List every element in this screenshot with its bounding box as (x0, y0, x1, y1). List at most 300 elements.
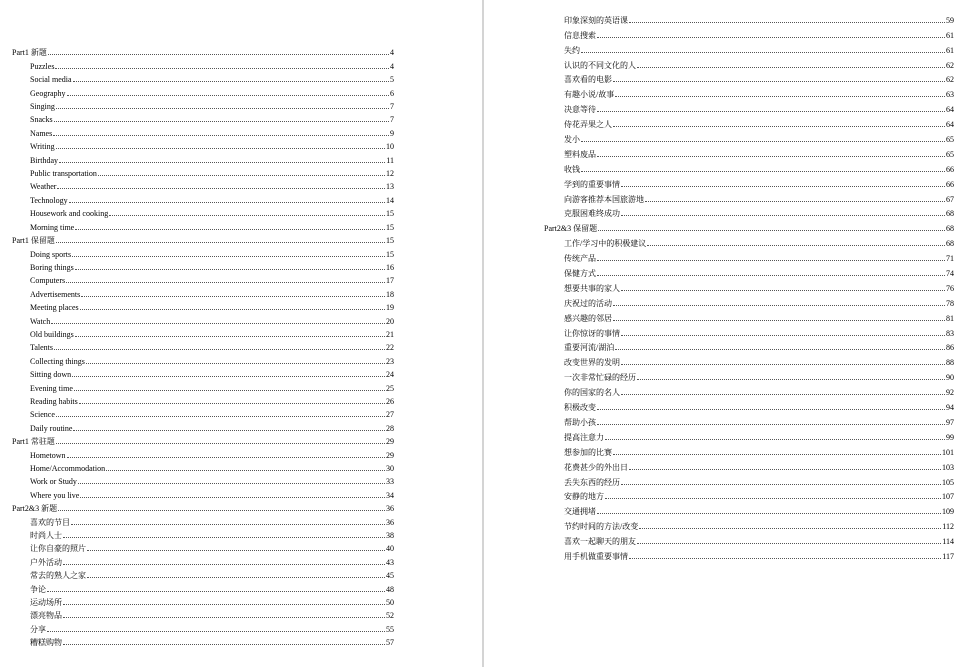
dot-leader (597, 409, 945, 410)
dot-leader (597, 275, 945, 276)
toc-entry-link[interactable] (12, 527, 394, 540)
toc-entry-link[interactable] (12, 285, 394, 298)
dot-leader (66, 282, 385, 283)
dot-leader (47, 591, 385, 592)
toc-page-number: 76 (946, 283, 954, 293)
toc-entry-link[interactable] (564, 367, 954, 382)
toc-entry-link[interactable] (12, 540, 394, 553)
toc-page-number: 52 (386, 611, 394, 621)
dot-leader (605, 498, 941, 499)
toc-entry-link[interactable] (12, 594, 394, 607)
toc-entry-link[interactable] (564, 338, 954, 353)
dot-leader (621, 364, 945, 365)
toc-entry-link[interactable] (12, 272, 394, 285)
dot-leader (55, 68, 389, 69)
dot-leader (80, 497, 385, 498)
toc-page-number: 5 (390, 75, 394, 85)
dot-leader (54, 121, 389, 122)
toc-entry-link[interactable] (12, 473, 394, 486)
toc-entry-title: 帮助小孩 (564, 417, 596, 427)
toc-page-number: 109 (942, 507, 954, 517)
toc-page-number: 71 (946, 254, 954, 264)
toc-list-left (12, 44, 394, 647)
toc-entry-title: 克服困难终成功 (564, 209, 620, 219)
toc-entry-title: Evening time (30, 383, 73, 393)
toc-entry-title: 印象深刻的英语课 (564, 15, 628, 25)
toc-page-number: 90 (946, 373, 954, 383)
toc-page-number: 24 (386, 370, 394, 380)
toc-entry-title: 喜欢看的电影 (564, 75, 612, 85)
dot-leader (87, 577, 385, 578)
toc-page-number: 15 (386, 249, 394, 259)
toc-entry-title: 工作/学习中的积极建议 (564, 239, 647, 249)
dot-leader (629, 469, 941, 470)
toc-entry-title: 花费甚少的外出日 (564, 462, 628, 472)
toc-entry-title: 感兴趣的邻居 (564, 313, 612, 323)
toc-page-number: 4 (390, 48, 394, 58)
toc-page-number: 50 (386, 598, 394, 608)
toc-entry-link[interactable] (12, 460, 394, 473)
toc-page-number: 15 (386, 222, 394, 232)
dot-leader (613, 81, 945, 82)
toc-entry-title: 认识的不同文化的人 (564, 60, 636, 70)
toc-entry-link[interactable] (564, 323, 954, 338)
toc-page-number: 83 (946, 328, 954, 338)
toc-entry-link[interactable] (12, 98, 394, 111)
toc-entry-link[interactable] (564, 531, 954, 546)
dot-leader (79, 403, 385, 404)
dot-leader (67, 95, 389, 96)
toc-page-number: 74 (946, 269, 954, 279)
toc-section-link[interactable] (12, 500, 394, 513)
dot-leader (613, 320, 945, 321)
toc-entry-title: 侍花弄果之人 (564, 120, 612, 130)
dot-leader (637, 543, 941, 544)
toc-page-number: 61 (946, 30, 954, 40)
dot-leader (72, 256, 385, 257)
dot-leader (63, 537, 385, 538)
toc-page-number: 27 (386, 410, 394, 420)
toc-entry-link[interactable] (564, 70, 954, 85)
toc-entry-link[interactable] (12, 245, 394, 258)
toc-entry-link[interactable] (12, 580, 394, 593)
toc-entry-link[interactable] (12, 419, 394, 432)
toc-entry-link[interactable] (12, 634, 394, 647)
toc-entry-title: Morning time (30, 222, 75, 232)
toc-entry-title: 交通拥堵 (564, 507, 596, 517)
toc-section-link[interactable] (544, 218, 954, 233)
toc-entry-link[interactable] (564, 129, 954, 144)
toc-page-number: 59 (946, 15, 954, 25)
toc-entry-title: 保健方式 (564, 269, 596, 279)
dot-leader (69, 202, 385, 203)
toc-entry-link[interactable] (564, 487, 954, 502)
dot-leader (63, 617, 385, 618)
toc-entry-title: Old buildings (30, 329, 74, 339)
toc-entry-link[interactable] (564, 263, 954, 278)
toc-entry-title: Public transportation (30, 169, 97, 179)
toc-page-number: 97 (946, 417, 954, 427)
toc-entry-title: Names (30, 128, 53, 138)
toc-page-number: 10 (386, 142, 394, 152)
toc-entry-title: 户外活动 (30, 557, 62, 567)
toc-entry-title: Birthday (30, 155, 58, 165)
dot-leader (48, 54, 389, 55)
toc-entry-title: Housework and cooking (30, 209, 109, 219)
toc-page-number: 13 (386, 182, 394, 192)
toc-page-number: 81 (946, 313, 954, 323)
toc-page-number: 62 (946, 75, 954, 85)
toc-page-number: 57 (386, 638, 394, 648)
toc-entry-link[interactable] (12, 124, 394, 137)
toc-entry-title: 常去的熟人之家 (30, 571, 86, 581)
toc-entry-title: 一次非常忙碌的经历 (564, 373, 636, 383)
toc-entry-link[interactable] (12, 191, 394, 204)
dot-leader (629, 558, 941, 559)
toc-page-number: 18 (386, 289, 394, 299)
dot-leader (71, 524, 385, 525)
toc-page-number: 86 (946, 343, 954, 353)
toc-entry-title: 糟糕购物 (30, 638, 62, 648)
dot-leader (63, 604, 385, 605)
toc-section-link[interactable] (12, 232, 394, 245)
toc-entry-link[interactable] (12, 486, 394, 499)
toc-page-number: 117 (942, 551, 954, 561)
toc-entry-title: 分享 (30, 624, 46, 634)
toc-section-link[interactable] (12, 433, 394, 446)
toc-page-number: 65 (946, 135, 954, 145)
toc-page-number: 11 (386, 155, 394, 165)
dot-leader (597, 260, 945, 261)
toc-entry-title: Weather (30, 182, 57, 192)
toc-page-number: 7 (390, 102, 394, 112)
toc-entry-title: 失约 (564, 45, 580, 55)
toc-entry-link[interactable] (564, 144, 954, 159)
right-page (484, 0, 967, 667)
toc-page-number: 45 (386, 571, 394, 581)
toc-page-number: 9 (390, 128, 394, 138)
toc-entry-title: Geography (30, 88, 66, 98)
toc-entry-link[interactable] (12, 513, 394, 526)
toc-entry-title: Boring things (30, 262, 74, 272)
toc-entry-title: Social media (30, 75, 72, 85)
toc-entry-link[interactable] (12, 339, 394, 352)
toc-entry-link[interactable] (564, 248, 954, 263)
toc-entry-link[interactable] (564, 278, 954, 293)
dot-leader (80, 309, 385, 310)
toc-entry-link[interactable] (12, 446, 394, 459)
dot-leader (637, 67, 945, 68)
toc-entry-title: 改变世界的发明 (564, 358, 620, 368)
toc-page-number: 21 (386, 329, 394, 339)
dot-leader (81, 296, 385, 297)
dot-leader (598, 230, 945, 231)
toc-entry-title: 向游客推荐本国旅游地 (564, 194, 644, 204)
toc-page-number: 22 (386, 343, 394, 353)
dot-leader (75, 269, 385, 270)
toc-page-number: 36 (386, 517, 394, 527)
toc-entry-link[interactable] (12, 607, 394, 620)
toc-page-number: 12 (386, 169, 394, 179)
toc-section-link[interactable] (12, 44, 394, 57)
toc-entry-link[interactable] (564, 25, 954, 40)
toc-entry-link[interactable] (564, 114, 954, 129)
toc-entry-link[interactable] (564, 84, 954, 99)
toc-entry-title: Advertisements (30, 289, 81, 299)
toc-entry-link[interactable] (12, 259, 394, 272)
toc-entry-title: Daily routine (30, 423, 73, 433)
toc-page-number: 99 (946, 432, 954, 442)
toc-page-number: 4 (390, 61, 394, 71)
toc-entry-link[interactable] (564, 472, 954, 487)
toc-entry-link[interactable] (12, 84, 394, 97)
toc-entry-title: 收钱 (564, 164, 580, 174)
dot-leader (73, 81, 389, 82)
toc-entry-link[interactable] (564, 397, 954, 412)
toc-entry-link[interactable] (12, 111, 394, 124)
toc-entry-link[interactable] (12, 205, 394, 218)
toc-entry-title: 信息搜索 (564, 30, 596, 40)
toc-entry-link[interactable] (564, 457, 954, 472)
toc-entry-title: Home/Accommodation (30, 464, 106, 473)
dot-leader (56, 242, 385, 243)
dot-leader (597, 156, 945, 157)
dot-leader (615, 349, 945, 350)
toc-entry-link[interactable] (12, 393, 394, 406)
dot-leader (615, 96, 945, 97)
toc-entry-title: 让你惊讶的事情 (564, 328, 620, 338)
toc-entry-title: 庆祝过的活动 (564, 298, 612, 308)
toc-entry-link[interactable] (12, 299, 394, 312)
toc-page-number: 16 (386, 262, 394, 272)
toc-entry-link[interactable] (564, 516, 954, 531)
toc-entry-title: Talents (30, 343, 53, 353)
toc-entry-title: 决意等待 (564, 105, 596, 115)
toc-entry-link[interactable] (564, 546, 954, 561)
dot-leader (597, 111, 945, 112)
toc-entry-link[interactable] (564, 40, 954, 55)
dot-leader (597, 513, 941, 514)
dot-leader (51, 323, 385, 324)
toc-entry-link[interactable] (12, 352, 394, 365)
toc-entry-title: Part2&3 保留题 (544, 224, 598, 234)
dot-leader (647, 245, 945, 246)
toc-entry-link[interactable] (12, 326, 394, 339)
toc-page-number: 112 (942, 522, 954, 532)
toc-entry-title: 想参加的比赛 (564, 447, 612, 457)
toc-entry-link[interactable] (564, 189, 954, 204)
dot-leader (613, 454, 941, 455)
toc-entry-title: 漂亮物品 (30, 611, 62, 621)
toc-page-number: 34 (386, 490, 394, 500)
toc-page-number: 15 (386, 236, 394, 246)
dot-leader (56, 443, 385, 444)
dot-leader (597, 424, 945, 425)
dot-leader (63, 564, 385, 565)
dot-leader (56, 148, 385, 149)
dot-leader (63, 644, 385, 645)
dot-leader (621, 290, 945, 291)
dot-leader (629, 22, 945, 23)
toc-entry-link[interactable] (12, 406, 394, 419)
toc-entry-link[interactable] (12, 57, 394, 70)
dot-leader (613, 126, 945, 127)
toc-entry-title: Technology (30, 195, 68, 205)
toc-page-number: 20 (386, 316, 394, 326)
toc-entry-link[interactable] (12, 379, 394, 392)
toc-entry-link[interactable] (12, 165, 394, 178)
toc-entry-link[interactable] (12, 138, 394, 151)
toc-entry-link[interactable] (564, 174, 954, 189)
dot-leader (621, 484, 941, 485)
dot-leader (78, 483, 385, 484)
toc-page-number: 28 (386, 423, 394, 433)
toc-page-number: 26 (386, 396, 394, 406)
toc-entry-title: Work or Study (30, 477, 77, 487)
dot-leader (621, 186, 945, 187)
toc-entry-link[interactable] (564, 427, 954, 442)
toc-entry-title: Reading habits (30, 396, 78, 406)
toc-entry-link[interactable] (12, 218, 394, 231)
toc-page-number: 48 (386, 584, 394, 594)
toc-entry-title: 安静的地方 (564, 492, 604, 502)
toc-page-number: 25 (386, 383, 394, 393)
toc-entry-title: 让你自豪的照片 (30, 544, 86, 554)
dot-leader (47, 631, 385, 632)
toc-entry-link[interactable] (564, 233, 954, 248)
toc-entry-title: Science (30, 410, 55, 420)
dot-leader (98, 175, 385, 176)
dot-leader (581, 171, 945, 172)
toc-entry-link[interactable] (12, 71, 394, 84)
dot-leader (621, 335, 945, 336)
dot-leader (645, 201, 945, 202)
toc-entry-title: Computers (30, 276, 66, 286)
toc-entry-title: 喜欢的节目 (30, 517, 70, 527)
toc-page-number: 67 (946, 194, 954, 204)
dot-leader (74, 390, 385, 391)
dot-leader (637, 379, 945, 380)
toc-entry-title: 喜欢一起聊天的朋友 (564, 537, 636, 547)
toc-page-number: 68 (946, 224, 954, 234)
dot-leader (53, 135, 389, 136)
toc-page-number: 36 (386, 504, 394, 514)
toc-entry-link[interactable] (564, 204, 954, 219)
toc-entry-title: 发小 (564, 135, 580, 145)
toc-entry-title: 传统产品 (564, 254, 596, 264)
dot-leader (87, 550, 385, 551)
dot-leader (621, 215, 945, 216)
toc-page-number: 7 (390, 115, 394, 125)
toc-entry-title: Watch (30, 316, 51, 326)
toc-entry-link[interactable] (12, 312, 394, 325)
toc-page-number: 17 (386, 276, 394, 286)
toc-entry-link[interactable] (12, 620, 394, 633)
toc-page-number: 62 (946, 60, 954, 70)
toc-entry-title: Singing (30, 102, 55, 112)
toc-entry-link[interactable] (564, 10, 954, 25)
toc-entry-title: 运动场所 (30, 598, 62, 608)
toc-page-number: 30 (386, 464, 394, 473)
toc-page-number: 29 (386, 437, 394, 447)
toc-entry-title: Doing sports (30, 249, 72, 259)
toc-entry-title: Snacks (30, 115, 53, 125)
toc-entry-title: Writing (30, 142, 55, 152)
toc-page-number: 92 (946, 388, 954, 398)
toc-entry-title: 想要共事的家人 (564, 283, 620, 293)
toc-page-number: 23 (386, 356, 394, 366)
dot-leader (59, 162, 385, 163)
toc-entry-link[interactable] (564, 501, 954, 516)
toc-entry-link[interactable] (564, 442, 954, 457)
toc-entry-link[interactable] (564, 159, 954, 174)
dot-leader (75, 336, 385, 337)
toc-entry-link[interactable] (564, 412, 954, 427)
toc-page-number: 64 (946, 120, 954, 130)
toc-entry-link[interactable] (564, 382, 954, 397)
toc-page-number: 88 (946, 358, 954, 368)
toc-page-number: 19 (386, 303, 394, 313)
toc-entry-title: 积极改变 (564, 403, 596, 413)
toc-entry-link[interactable] (12, 567, 394, 580)
toc-list-right (544, 10, 954, 561)
dot-leader (67, 457, 385, 458)
left-page (0, 0, 482, 667)
dot-leader (57, 188, 385, 189)
toc-page-number: 38 (386, 531, 394, 541)
dot-leader (56, 416, 385, 417)
toc-page-number: 107 (942, 492, 954, 502)
toc-entry-link[interactable] (564, 293, 954, 308)
toc-entry-title: 重要河流/湖泊 (564, 343, 615, 353)
toc-entry-title: Puzzles (30, 61, 55, 71)
dot-leader (73, 430, 385, 431)
toc-entry-title: Sitting down (30, 370, 72, 380)
dot-leader (54, 349, 385, 350)
toc-page-number: 66 (946, 164, 954, 174)
toc-entry-title: Collecting things (30, 356, 85, 366)
toc-page-number: 64 (946, 105, 954, 115)
dot-leader (613, 305, 945, 306)
toc-page-number: 40 (386, 544, 394, 554)
toc-page-number: 14 (386, 195, 394, 205)
toc-entry-title: Part2&3 新题 (12, 504, 58, 514)
toc-entry-link[interactable] (12, 151, 394, 164)
dot-leader (58, 510, 385, 511)
dot-leader (86, 363, 385, 364)
toc-entry-link[interactable] (12, 366, 394, 379)
toc-entry-title: 争论 (30, 584, 46, 594)
toc-page-number: 105 (942, 477, 954, 487)
toc-entry-link[interactable] (12, 553, 394, 566)
toc-page-number: 43 (386, 557, 394, 567)
toc-page-number: 55 (386, 624, 394, 634)
toc-entry-title: 时尚人士 (30, 531, 62, 541)
toc-entry-link[interactable] (564, 55, 954, 70)
toc-entry-link[interactable] (564, 352, 954, 367)
toc-page-number: 101 (942, 447, 954, 457)
dot-leader (109, 215, 385, 216)
toc-entry-link[interactable] (564, 99, 954, 114)
toc-entry-title: 塑料废品 (564, 149, 596, 159)
toc-entry-link[interactable] (12, 178, 394, 191)
toc-page-number: 6 (390, 88, 394, 98)
dot-leader (581, 141, 945, 142)
toc-page-number: 68 (946, 239, 954, 249)
toc-entry-title: 有趣小说/故事 (564, 90, 615, 100)
toc-page-number: 94 (946, 403, 954, 413)
toc-entry-link[interactable] (564, 308, 954, 323)
